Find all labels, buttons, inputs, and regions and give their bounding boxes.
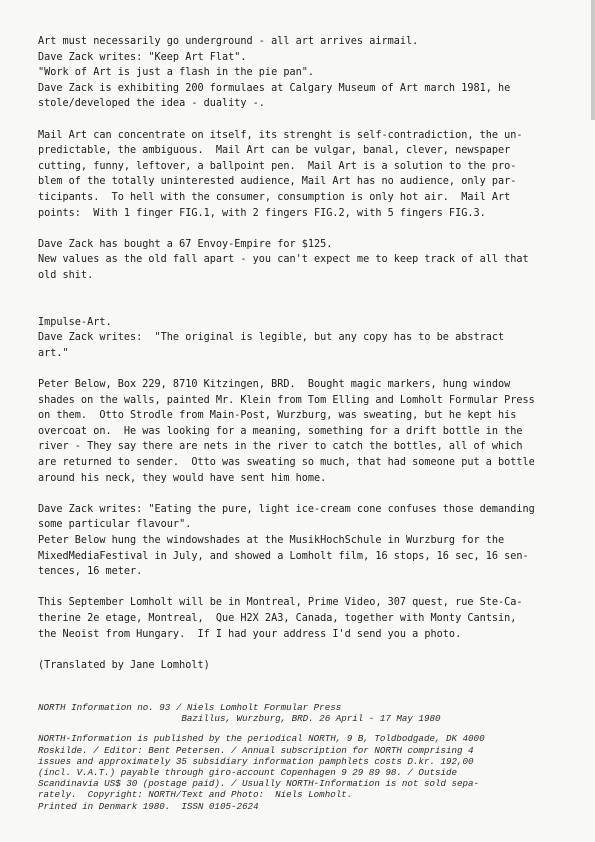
colophon-notice-line: Scandinavia US$ 30 (postage paid). / Usually NORTH-Information is not sold sepa- xyxy=(38,778,480,790)
text-line: Dave Zack is exhibiting 200 formulaes at Calgary Museum of Art march 1981, he xyxy=(38,82,511,94)
colophon-notice-line: issues and approximately 35 subsidiary information pamphlets costs D.kr. 192,00 xyxy=(38,755,474,767)
colophon-notice-line: Roskilde. / Editor: Bent Petersen. / Annual subscription for NORTH comprising 4 xyxy=(38,744,474,756)
text-line: the Neoist from Hungary. If I had your address I'd send you a photo. xyxy=(38,628,462,640)
text-line: some particular flavour". xyxy=(38,519,192,531)
text-line: Peter Below, Box 229, 8710 Kitzingen, BRD. Bought magic markers, hung window xyxy=(38,379,511,391)
colophon-header-line: Bazillus, Wurzburg, BRD. 26 April - 17 May 1980 xyxy=(38,713,441,725)
colophon-header-line: NORTH Information no. 93 / Niels Lomholt Formular Press xyxy=(38,702,342,713)
text-line: MixedMediaFestival in July, and showed a Lomholt film, 16 stops, 16 sec, 16 sen- xyxy=(38,550,529,562)
text-line: blem of the totally uninterested audience, Mail Art has no audience, only par- xyxy=(38,176,517,188)
colophon-notice-line: Printed in Denmark 1980. ISSN 0105-2624 xyxy=(38,800,259,812)
colophon-notice-line: NORTH-Information is published by the periodical NORTH, 9 B, Toldbodgade, DK 4000 xyxy=(38,733,485,745)
text-line: art." xyxy=(38,347,69,359)
blank-line xyxy=(38,580,568,596)
page-edge-shadow xyxy=(591,0,595,120)
text-line: Mail Art can concentrate on itself, its strenght is self-contradiction, the un- xyxy=(38,129,523,141)
text-line: on them. Otto Strodle from Main-Post, Wurzburg, was sweating, but he kept his xyxy=(38,410,517,422)
blank-line xyxy=(38,299,568,315)
blank-line xyxy=(38,361,568,377)
translator-credit: (Translated by Jane Lomholt) xyxy=(38,659,210,671)
text-line: ticipants. To hell with the consumer, consumption is only hot air. Mail Art xyxy=(38,191,511,203)
text-line: Art must necessarily go underground - all art arrives airmail. xyxy=(38,36,419,47)
text-line: stole/developed the idea - duality -. xyxy=(38,98,265,110)
text-line: around his neck, they would have sent him home. xyxy=(38,472,327,484)
text-line: "Work of Art is just a flash in the pie pan". xyxy=(38,67,315,79)
blank-line xyxy=(38,284,568,300)
text-line: Dave Zack writes: "Eating the pure, light ice-cream cone confuses those demanding xyxy=(38,503,535,515)
text-line: Dave Zack has bought a 67 Envoy-Empire for $125. xyxy=(38,238,333,250)
text-line: Peter Below hung the windowshades at the MusikHochSchule in Wurzburg for the xyxy=(38,535,505,546)
text-line: river - They say there are nets in the river to catch the bottles, all of which xyxy=(38,441,523,453)
text-line: New values as the old fall apart - you can't expect me to keep track of all that xyxy=(38,254,529,266)
article-body xyxy=(38,34,568,673)
text-line: Dave Zack writes: "Keep Art Flat". xyxy=(38,51,247,63)
text-line: Dave Zack writes: "The original is legible, but any copy has to be abstract xyxy=(38,332,505,344)
text-line: overcoat on. He was looking for a meaning, something for a drift bottle in the xyxy=(38,425,523,437)
blank-line xyxy=(38,221,568,237)
text-line: old shit. xyxy=(38,269,94,281)
text-line: therine 2e etage, Montreal, Que H2X 2A3, Canada, together with Monty Cantsin, xyxy=(38,612,517,624)
text-line: This September Lomholt will be in Montreal, Prime Video, 307 quest, rue Ste-Ca- xyxy=(38,597,523,609)
text-line: tences, 16 meter. xyxy=(38,566,143,578)
text-line: shades on the walls, painted Mr. Klein from Tom Elling and Lomholt Formular Press xyxy=(38,394,535,406)
colophon-notice-line: rately. Copyright: NORTH/Text and Photo: Niels Lomholt. xyxy=(38,789,353,801)
text-line: are returned to sender. Otto was sweating so much, that had someone put a bottle xyxy=(38,457,535,469)
colophon-notice-line: (incl. V.A.T.) payable through giro-account Copenhagen 9 29 89 98. / Outside xyxy=(38,767,458,779)
text-line: points: With 1 finger FIG.1, with 2 fingers FIG.2, with 5 fingers FIG.3. xyxy=(38,207,486,219)
text-line: Impulse-Art. xyxy=(38,316,112,328)
text-line: predictable, the ambiguous. Mail Art can be vulgar, banal, clever, newspaper xyxy=(38,145,511,157)
blank-line xyxy=(38,112,568,128)
blank-line xyxy=(38,642,568,658)
colophon-gap xyxy=(38,724,568,733)
colophon xyxy=(38,702,568,812)
text-line: cutting, funny, leftover, a ballpoint pen. Mail Art is a solution to the pro- xyxy=(38,160,517,172)
blank-line xyxy=(38,486,568,502)
